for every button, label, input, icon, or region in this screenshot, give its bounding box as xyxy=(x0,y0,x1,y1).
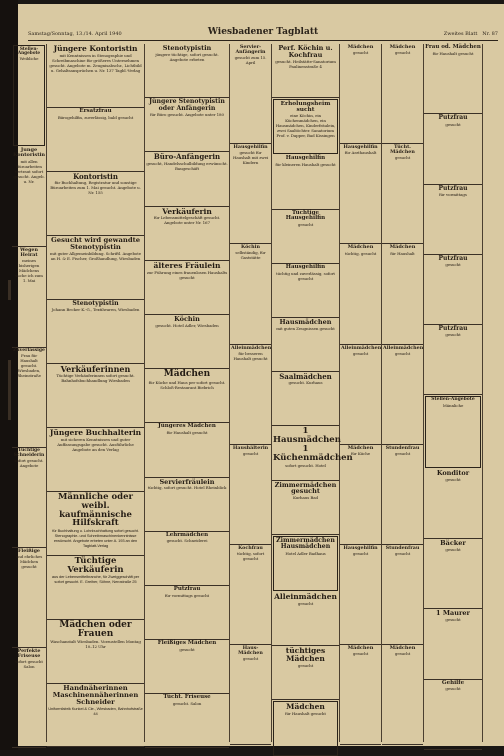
classified-ad xyxy=(145,423,229,477)
classified-ad xyxy=(424,255,482,325)
ad-column-7 xyxy=(382,44,424,742)
ad-body: gesucht. Heilstätte-Sanatorium Paulinenstraße 4 xyxy=(275,58,336,69)
classified-ad xyxy=(340,345,381,445)
ad-heading: Zuverlässige xyxy=(13,347,45,353)
ad-column-4 xyxy=(230,44,272,742)
classified-ad xyxy=(272,210,339,264)
ad-body: gesucht xyxy=(394,50,411,56)
ad-heading: tüchtiges Mädchen xyxy=(285,646,326,663)
ad-heading: Fleißige xyxy=(18,548,40,555)
ad-heading: Stundenfrau xyxy=(385,444,420,451)
classified-ad xyxy=(145,98,229,152)
classified-ad xyxy=(273,701,338,756)
ad-heading: Putzfrau xyxy=(438,325,468,333)
ad-body: Johann Becker K.-G., Textilwaren, Wiesbaden xyxy=(51,307,140,313)
ad-heading: Servier-Anfängerin xyxy=(235,44,266,56)
ad-body: zur Führung eines frauenlosen Haushalts gesucht xyxy=(146,269,228,280)
ad-heading: Hausgehilfin xyxy=(343,144,378,151)
classified-ad xyxy=(47,108,144,172)
ad-body: mit allen Büroarbeiten vertraut sofort gesucht. Angeb. u. Nr. xyxy=(13,158,45,184)
classified-ad xyxy=(382,44,423,144)
classified-ad xyxy=(382,645,423,745)
ad-heading: Stellen-Angebote xyxy=(17,46,41,56)
classified-ad xyxy=(13,45,45,146)
classified-ad xyxy=(230,144,271,244)
ad-heading: Verkäuferin xyxy=(162,206,212,216)
ad-heading: Zimmermädchen gesucht xyxy=(274,480,337,496)
ad-body: für vormittags xyxy=(439,191,467,197)
classified-ad xyxy=(272,646,339,700)
ad-body: gesucht. Kurhaus xyxy=(288,380,323,386)
ad-body: gesucht xyxy=(352,651,369,657)
ad-heading: Verkäuferinnen xyxy=(60,363,131,374)
classified-ad xyxy=(272,372,339,426)
ad-body: Tüchtige Verkäuferinnen sofort gesucht. Bahnhofsbuchhandlung Wiesbaden xyxy=(56,373,135,384)
ad-body: gesucht xyxy=(445,121,461,127)
ad-heading: Perfekte Friseuse xyxy=(17,648,41,660)
ad-body: gesucht zum 15. April xyxy=(234,55,267,66)
classified-ad xyxy=(230,244,271,344)
ad-body: selbständig, für Gaststätte xyxy=(235,250,266,261)
ad-body: mit guten Zeugnissen gesucht xyxy=(276,325,335,331)
ad-body: gesucht xyxy=(242,450,259,456)
ad-body: gesucht xyxy=(445,686,461,692)
ad-heading: Konditor xyxy=(436,468,470,477)
ad-body: Bürogehilfin, zuverlässig, bald gesucht xyxy=(57,114,134,120)
classified-ad xyxy=(145,478,229,532)
classified-ad xyxy=(424,114,482,184)
ad-body: sofort gesucht. Angebote xyxy=(14,458,44,469)
ad-heading: Junge Kontoristin xyxy=(13,147,46,159)
classified-ad xyxy=(340,244,381,344)
ad-body: für Buchhaltung u. Lohnbuchhaltung sofort gesucht. Stenographie- und Schreibmaschinenkenntnisse erwünscht. Angebote erbeten unter A. 193 an den Tagblatt-Verlag xyxy=(52,528,139,549)
classified-ad xyxy=(12,348,46,448)
ad-column-5 xyxy=(272,44,353,742)
ad-body: gesucht xyxy=(297,600,314,606)
ad-body: gesucht xyxy=(445,546,461,552)
classified-ad xyxy=(340,144,381,244)
ad-heading: Servierfräulein xyxy=(159,477,215,486)
classified-ad xyxy=(145,586,229,640)
classified-ad xyxy=(272,155,339,209)
ad-heading: Alleinmädchen xyxy=(383,344,424,351)
ad-body: für Arzthaushalt xyxy=(344,150,377,156)
ad-heading: Mädchen xyxy=(347,244,374,251)
ad-heading: Mädchen xyxy=(347,444,374,451)
classified-ad xyxy=(273,536,338,591)
ad-heading: Saalmädchen xyxy=(279,372,332,382)
ad-heading: Köchin xyxy=(241,244,260,251)
classified-ad xyxy=(47,620,144,684)
classified-ad xyxy=(145,261,229,315)
ad-body: mit Kenntnissen in Stenographie und Schreibmaschine für größeres Unternehmen gesucht. Angebote m. Zeugnisabschr., Lichtbild u. Gehaltsansprüchen u. Nr. 137 Tagbl.-Verlag xyxy=(49,52,142,73)
ad-body: gesucht xyxy=(394,651,411,657)
ad-heading: Wegen Heirat xyxy=(20,247,38,259)
masthead-title: Wiesbadener Tagblatt xyxy=(207,27,319,37)
ad-heading: Hausgehilfin xyxy=(285,155,326,162)
classified-ad xyxy=(47,492,144,556)
ad-heading: Jüngere Stenotypistin oder Anfängerin xyxy=(149,98,225,112)
ad-body: für Haushalt gesucht xyxy=(432,50,474,56)
ad-heading: Hausgehilfin xyxy=(233,144,268,151)
classified-ad xyxy=(145,532,229,586)
ad-body: gesucht xyxy=(297,662,314,668)
classified-ad xyxy=(12,648,46,748)
classified-ad xyxy=(145,640,229,694)
ad-body: Uniformfabrik Kunkel & Cie., Wiesbaden, Bahnhofstraße 44 xyxy=(48,705,143,716)
ad-heading: Mädchen xyxy=(286,702,325,712)
classified-ad xyxy=(272,592,339,646)
classified-ad xyxy=(272,426,353,480)
ad-body: gesucht. Hotel Adler, Wiesbaden xyxy=(155,322,219,328)
classified-ad xyxy=(424,44,482,114)
classified-ad xyxy=(230,44,271,144)
ad-body: für kleineren Haushalt gesucht xyxy=(275,162,336,168)
ad-body: für Haushalt gesucht xyxy=(285,711,326,717)
classified-ad xyxy=(230,645,271,745)
ad-heading: Stenotypistin xyxy=(162,44,212,52)
ad-heading: Mädchen xyxy=(389,645,416,652)
ad-heading: Männliche oder weibl. kaufmännische Hilfskraft xyxy=(58,491,133,529)
ad-heading: Büro-Anfängerin xyxy=(153,152,221,162)
ad-heading: Kochfrau xyxy=(238,545,263,552)
ad-body: mit sicheren Kenntnissen und guter Auffassungsgabe gesucht. Ausführliche Angebote an den Verlag xyxy=(57,436,134,452)
ad-heading: Fleißiges Mädchen xyxy=(157,640,217,647)
ad-body: gesucht. Salon xyxy=(172,701,202,707)
masthead xyxy=(28,26,498,41)
ad-heading: Alleinmädchen xyxy=(231,344,272,351)
ad-heading: Hausmädchen xyxy=(279,317,332,326)
ad-body: gesucht xyxy=(394,551,411,557)
ad-body: meines bisherigen Mädchens suche ich zum 1. Mai xyxy=(15,258,43,284)
ad-body: tüchtig, sofort gesucht. Hotel Rheinblick xyxy=(147,485,227,491)
classified-ad xyxy=(145,369,229,423)
classified-ad xyxy=(424,185,482,255)
classified-ad xyxy=(340,44,381,144)
classified-ad xyxy=(47,364,144,428)
classified-ad xyxy=(382,545,423,645)
classified-ad xyxy=(145,694,229,748)
ad-body: gesucht xyxy=(445,332,461,338)
classified-ad xyxy=(12,548,46,648)
ad-body: gesucht xyxy=(445,476,461,482)
classified-ad xyxy=(424,469,482,539)
ad-column-1 xyxy=(12,44,47,742)
classified-ad xyxy=(272,481,339,535)
ad-body: sofort gesucht Salon xyxy=(15,659,43,670)
classified-ad xyxy=(47,428,144,492)
ad-heading: Mädchen xyxy=(347,645,374,652)
masthead-date: Samstag/Sonntag, 13./14. April 1940 xyxy=(28,31,122,37)
ad-heading: Haushälterin xyxy=(232,444,269,451)
ad-body: für Küche und Haus per sofort gesucht. Schloß-Restaurant Biebrich xyxy=(148,379,226,390)
ad-heading: Putzfrau xyxy=(438,184,468,192)
classified-ad xyxy=(340,645,381,745)
ad-body: gesucht, Handelsschulbildung erwünscht. Baugeschäft xyxy=(146,160,228,171)
ad-heading: Alleinmädchen xyxy=(341,344,382,351)
newspaper-page xyxy=(13,4,504,746)
classified-ad xyxy=(230,545,271,645)
classified-ad xyxy=(424,609,482,679)
ad-body: mit guter Allgemeinbildung. Schriftl. Angebote an H. & E. Fischer, Großhandlung, Wiesbaden xyxy=(50,251,141,262)
ad-heading: Köchin xyxy=(174,314,200,323)
ad-heading: Gehilfe xyxy=(441,679,465,686)
ad-body: für vormittags gesucht xyxy=(164,592,210,598)
ad-heading: Perf. Köchin u. Kochfrau xyxy=(278,44,333,59)
ad-column-6 xyxy=(340,44,382,742)
ad-body: tüchtig, sofort gesucht xyxy=(236,551,265,562)
classified-ad xyxy=(424,680,482,750)
ad-body: Hotel Adler Badhaus xyxy=(285,550,326,556)
ad-body: Waschanstalt Wiesbaden. Vorzustellen Montag 10–12 Uhr xyxy=(50,639,141,650)
ad-heading: Bäcker xyxy=(440,539,466,548)
ad-body: gesucht xyxy=(445,262,461,268)
classified-ad xyxy=(382,445,423,545)
ad-heading: Tüchtige Hausgehilfin xyxy=(285,209,326,222)
ad-body: für besseren Haushalt gesucht xyxy=(233,350,268,361)
ad-heading: Alleinmädchen xyxy=(274,591,337,601)
classified-ad xyxy=(145,152,229,206)
ad-body: für Küche xyxy=(350,451,370,457)
ad-heading: Lehrmädchen xyxy=(165,531,209,538)
ad-heading: Ersatzfrau xyxy=(79,107,112,114)
classified-ad xyxy=(272,318,339,372)
ad-body: Kurhaus Bad xyxy=(292,495,319,501)
ad-heading: Putzfrau xyxy=(438,114,468,122)
classified-ad xyxy=(230,445,271,545)
classified-ad xyxy=(382,345,423,445)
ad-body: Frau für Haushalt gesucht. Wiesbaden, Rheinstraße xyxy=(17,353,41,379)
ad-heading: Erholungsheim sucht xyxy=(280,101,331,114)
classified-ad xyxy=(47,684,144,748)
ad-heading: Frau od. Mädchen xyxy=(425,44,481,50)
ad-body: jüngere tüchtige, sofort gesucht. Angebote erbeten xyxy=(155,51,219,62)
ad-body: gesucht. Schneiderei xyxy=(166,538,208,544)
classified-ad xyxy=(340,445,381,545)
ad-heading: Stellen-Angebote xyxy=(431,397,475,403)
ad-heading: Tücht. Mädchen xyxy=(390,144,415,156)
ad-column-3 xyxy=(145,44,230,742)
classified-ad xyxy=(145,315,229,369)
classified-ad xyxy=(12,247,46,347)
ad-heading: Putzfrau xyxy=(173,585,201,592)
classified-ad xyxy=(47,44,144,108)
classified-ad xyxy=(424,325,482,395)
ad-body: gesucht xyxy=(297,222,314,228)
ad-heading: Mädchen xyxy=(389,44,416,50)
ad-heading: älteres Fräulein xyxy=(153,260,221,270)
ad-body: Männliche xyxy=(442,403,464,409)
classified-ad xyxy=(424,539,482,609)
classified-ad xyxy=(382,244,423,344)
ad-body: gesucht xyxy=(445,617,461,623)
ad-body: sofort gesucht. Hotel xyxy=(285,463,326,468)
classified-ad xyxy=(145,44,229,98)
ad-heading: Tüchtige Verkäuferin xyxy=(67,555,124,575)
ad-heading: Handnäherinnen Maschinennäherinnen Schneider xyxy=(52,683,139,706)
ad-heading: Tüchtige Schneiderin xyxy=(13,447,45,458)
ad-body: für Büro gesucht. Angebote unter 180 xyxy=(150,112,224,118)
ad-heading: Jüngere Kontoristin xyxy=(53,44,138,53)
ad-heading: Mädchen xyxy=(389,244,416,251)
ad-heading: Zimmermädchen Hausmädchen xyxy=(276,536,335,551)
ad-heading: Kontoristin xyxy=(73,171,118,181)
classified-ad xyxy=(145,207,229,261)
ad-column-8 xyxy=(424,44,483,742)
classified-ad xyxy=(230,345,271,445)
ad-body: aus der Lebensmittelbranche, für Zweiggeschäft per sofort gesucht. E. Greiher, Söhne, Nerostraße 25 xyxy=(51,574,140,585)
ad-heading: Tücht. Friseuse xyxy=(163,694,211,701)
ad-heading: Hausgehilfin xyxy=(343,545,378,552)
classified-ad xyxy=(425,396,481,467)
ad-body: für Haushalt gesucht xyxy=(166,430,208,436)
ad-heading: Hausgehilfin xyxy=(285,263,326,270)
ad-body: eine Köchin, ein Küchenmädchen, ein Hausmädchen, Kinderfräulein, zwei Saaltöchter. Sanatorium Prof. v. Dapper, Bad Kissingen xyxy=(275,113,336,139)
classified-ad xyxy=(273,99,338,154)
ad-heading: Mädchen xyxy=(347,44,374,50)
ad-heading: 1 Hausmädchen 1 Küchenmädchen xyxy=(273,426,353,464)
classified-ad xyxy=(382,144,423,244)
classified-ad xyxy=(47,236,144,300)
classified-ad xyxy=(272,264,339,318)
ad-heading: Haus-Mädchen xyxy=(238,645,263,657)
ad-heading: Jüngeres Mädchen xyxy=(158,423,216,430)
classified-ad xyxy=(47,172,144,236)
ad-body: gesucht xyxy=(394,155,411,161)
ad-column-2 xyxy=(47,44,145,742)
ad-heading: Mädchen oder Frauen xyxy=(59,619,132,640)
ad-body: für Buchhaltung, Registratur und sonstige Büroarbeiten zum 1. Mai gesucht. Angebote u. Nr. 155 xyxy=(50,180,141,196)
ad-heading: Stenotypistin xyxy=(72,299,119,307)
classified-ad xyxy=(47,556,144,620)
ad-body: gesucht xyxy=(242,656,259,662)
ad-heading: 1 Maurer xyxy=(436,609,470,618)
ad-body: gesucht für Haushalt mit zwei Kindern xyxy=(232,150,269,166)
ad-body: für Lebensmittelgeschäft gesucht. Angebote unter Nr. 167 xyxy=(153,215,221,226)
ad-body: gesucht xyxy=(394,450,411,456)
ad-body: gesucht xyxy=(352,551,369,557)
classified-ad xyxy=(12,448,46,548)
ad-heading: Gesucht wird gewandte Stenotypistin xyxy=(50,235,141,251)
classified-ad xyxy=(272,44,339,98)
ad-body: gesucht xyxy=(352,50,369,56)
ad-heading: Stundenfrau xyxy=(385,545,420,552)
classified-ad xyxy=(340,545,381,645)
ad-heading: Putzfrau xyxy=(438,254,468,262)
classified-ad xyxy=(12,147,46,247)
ad-body: gesucht xyxy=(394,350,411,356)
ad-body: tüchtig und zuverlässig, sofort gesucht xyxy=(276,270,335,281)
ad-heading: Jüngere Buchhalterin xyxy=(49,427,142,437)
ad-heading: Mädchen xyxy=(163,369,211,380)
ad-body: gesucht xyxy=(179,646,195,652)
ad-body: für Haushalt xyxy=(390,250,415,256)
classified-ad xyxy=(47,300,144,364)
ad-body: Weibliche xyxy=(19,55,39,61)
ad-body: und ehrliches Mädchen gesucht xyxy=(15,554,43,570)
ad-body: gesucht xyxy=(352,350,369,356)
ad-body: tüchtig, gesucht xyxy=(344,250,377,256)
masthead-section: Zweites Blatt Nr. 87 xyxy=(443,31,498,37)
